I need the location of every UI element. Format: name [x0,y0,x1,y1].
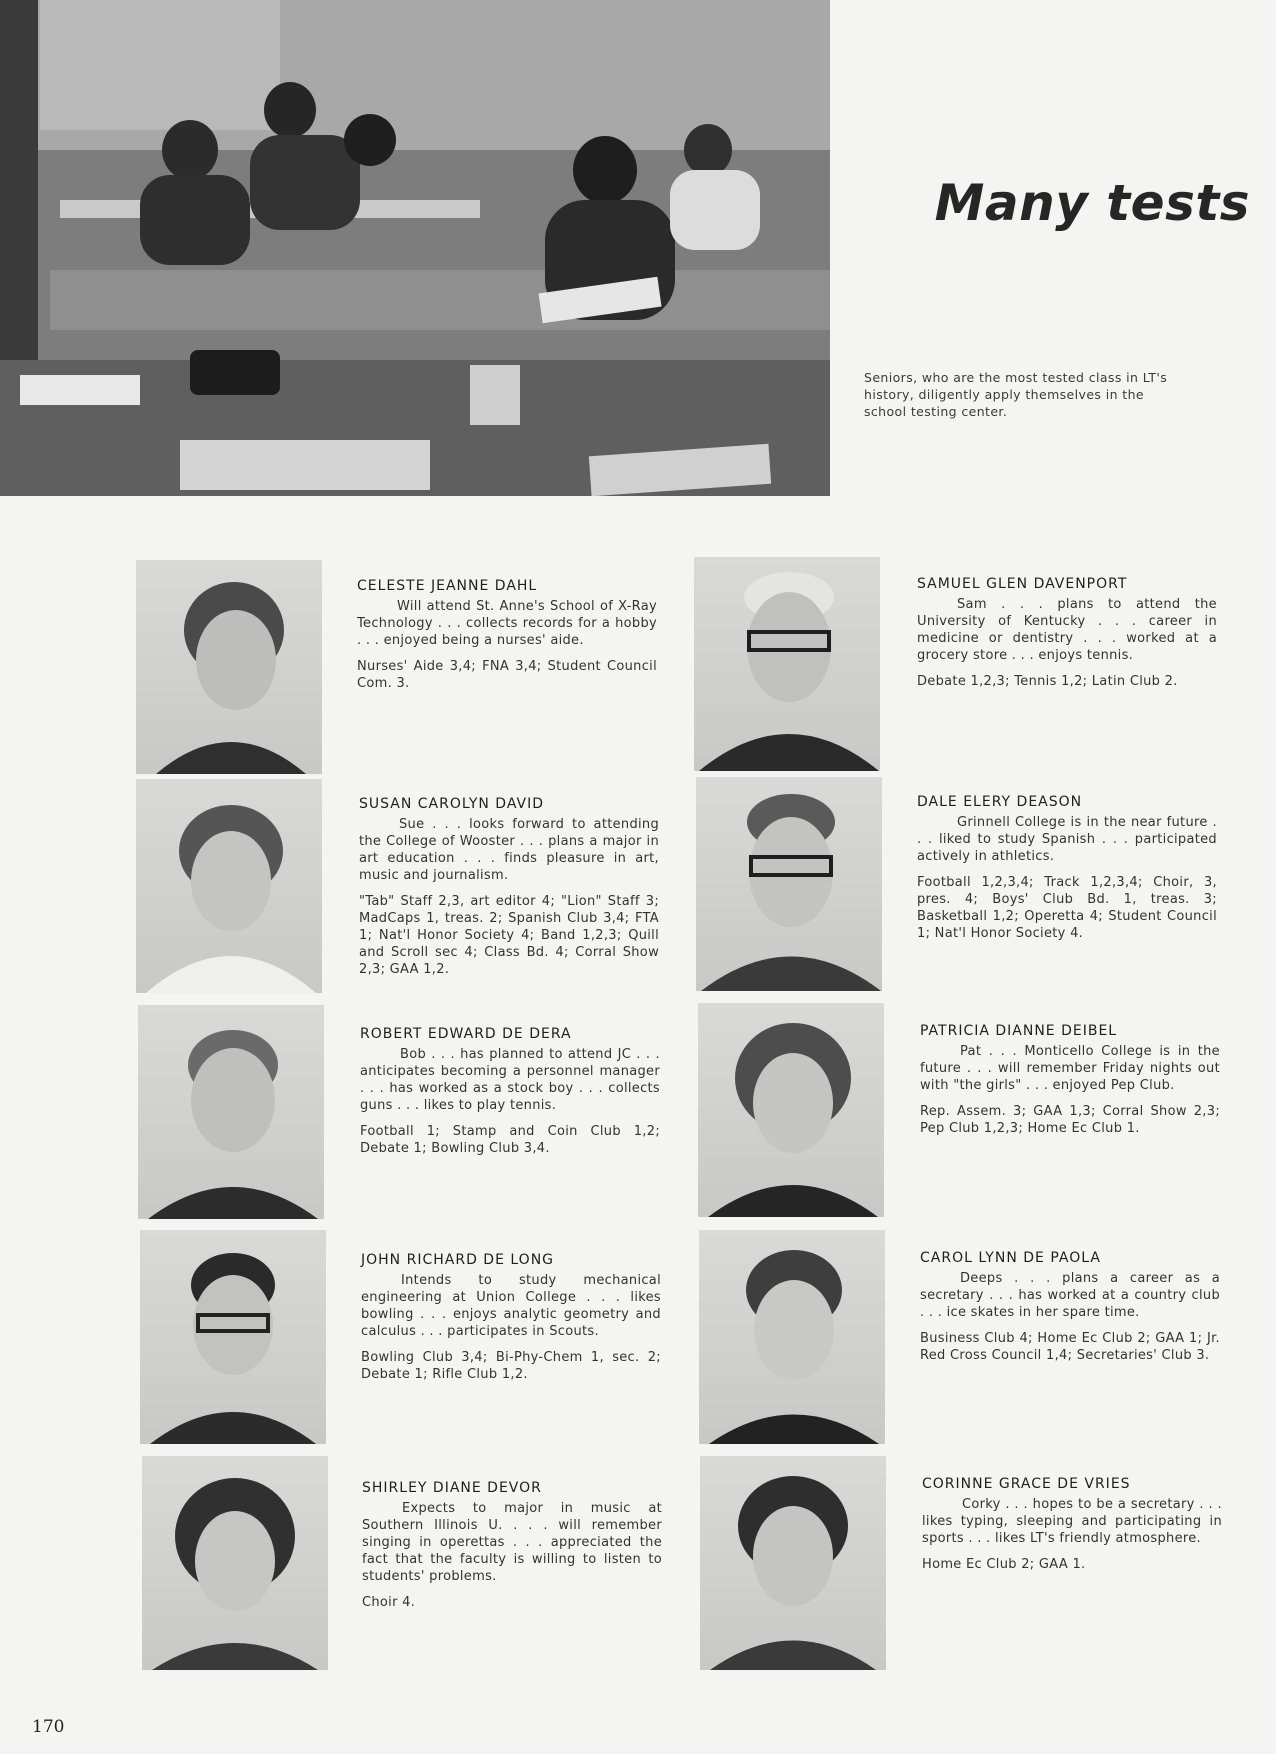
senior-name: SAMUEL GLEN DAVENPORT [917,576,1128,592]
senior-entry [922,1476,1222,1573]
portrait-photo [136,560,322,774]
senior-entry [359,796,659,978]
senior-name: DALE ELERY DEASON [917,794,1083,810]
portrait-silhouette [698,1003,884,1217]
senior-activities: Nurses' Aide 3,4; FNA 3,4; Student Council Com. 3. [357,659,657,691]
senior-bio: Deeps . . . plans a career as a secretary . . . has worked at a country club . . . ice skates in her spare time. [920,1271,1220,1320]
portrait-photo [700,1456,886,1670]
senior-bio: Sue . . . looks forward to attending the College of Wooster . . . plans a major in art education . . . finds pleasure in art, music and journalism. [359,817,659,883]
senior-name: ROBERT EDWARD DE DERA [360,1026,572,1042]
senior-entry [357,578,657,692]
senior-bio: Intends to study mechanical engineering at Union College . . . likes bowling . . . enjoys analytic geometry and calculus . . . participates in Scouts. [361,1273,661,1339]
portrait-photo [136,779,322,993]
senior-entry [917,576,1217,690]
senior-entry [917,794,1217,942]
senior-activities: Rep. Assem. 3; GAA 1,3; Corral Show 2,3; Pep Club 1,2,3; Home Ec Club 1. [920,1104,1220,1136]
senior-activities: Debate 1,2,3; Tennis 1,2; Latin Club 2. [917,674,1178,689]
senior-entry [362,1480,662,1611]
portrait-silhouette [699,1230,885,1444]
page-number: 170 [32,1717,65,1737]
portrait-photo [696,777,882,991]
senior-bio: Grinnell College is in the near future . . . liked to study Spanish . . . participated actively in athletics. [917,815,1217,864]
portrait-silhouette [694,557,880,771]
portrait-photo [699,1230,885,1444]
photo-caption: Seniors, who are the most tested class in LT's history, diligently apply themselves in the school testing center. [864,370,1168,419]
senior-name: SHIRLEY DIANE DEVOR [362,1480,542,1496]
portrait-photo [140,1230,326,1444]
portrait-photo [142,1456,328,1670]
senior-activities: "Tab" Staff 2,3, art editor 4; "Lion" Staff 3; MadCaps 1, treas. 2; Spanish Club 3,4; FTA 1; Nat'l Honor Society 4; Band 1,2,3; Quill and Scroll sec 4; Class Bd. 4; Corral Show 2,3; GAA 1,2. [359,894,659,977]
testing-center-illustration [0,0,830,496]
portrait-photo [698,1003,884,1217]
portrait-photo [694,557,880,771]
senior-activities: Football 1; Stamp and Coin Club 1,2; Debate 1; Bowling Club 3,4. [360,1124,660,1156]
senior-name: CELESTE JEANNE DAHL [357,578,538,594]
senior-entry [920,1023,1220,1137]
senior-name: CORINNE GRACE DE VRIES [922,1476,1131,1492]
senior-activities: Business Club 4; Home Ec Club 2; GAA 1; Jr. Red Cross Council 1,4; Secretaries' Club 3. [920,1331,1220,1363]
senior-bio: Bob . . . has planned to attend JC . . . anticipates becoming a personnel manager . . . has worked as a stock boy . . . collects guns . . . likes to play tennis. [360,1047,660,1113]
senior-activities: Bowling Club 3,4; Bi-Phy-Chem 1, sec. 2; Debate 1; Rifle Club 1,2. [361,1350,661,1382]
senior-name: CAROL LYNN DE PAOLA [920,1250,1101,1266]
portrait-silhouette [696,777,882,991]
portrait-photo [138,1005,324,1219]
senior-activities: Football 1,2,3,4; Track 1,2,3,4; Choir, 3, pres. 4; Boys' Club Bd. 1, treas. 3; Basketball 1,2; Operetta 4; Student Council 1; Nat'l Honor Society 4. [917,875,1217,941]
portrait-silhouette [140,1230,326,1444]
testing-center-photo [0,0,830,496]
portrait-silhouette [700,1456,886,1670]
senior-entry [920,1250,1220,1364]
senior-activities: Choir 4. [362,1595,416,1610]
portrait-silhouette [136,560,322,774]
portrait-silhouette [136,779,322,993]
senior-bio: Expects to major in music at Southern Illinois U. . . . will remember singing in operettas . . . appreciated the fact that the faculty is willing to listen to students' problems. [362,1501,662,1584]
senior-bio: Sam . . . plans to attend the University of Kentucky . . . career in medicine or dentistry . . . worked at a grocery store . . . enjoys tennis. [917,597,1217,663]
senior-bio: Will attend St. Anne's School of X-Ray Technology . . . collects records for a hobby . . . enjoyed being a nurses' aide. [357,599,657,648]
page-headline: Many tests [934,174,1250,232]
senior-bio: Corky . . . hopes to be a secretary . . . likes typing, sleeping and participating in sports . . . likes LT's friendly atmosphere. [922,1497,1222,1546]
senior-name: PATRICIA DIANNE DEIBEL [920,1023,1118,1039]
senior-name: JOHN RICHARD DE LONG [361,1252,555,1268]
senior-name: SUSAN CAROLYN DAVID [359,796,544,812]
senior-bio: Pat . . . Monticello College is in the future . . . will remember Friday nights out with "the girls" . . . enjoyed Pep Club. [920,1044,1220,1093]
senior-entry [361,1252,661,1383]
portrait-silhouette [142,1456,328,1670]
portrait-silhouette [138,1005,324,1219]
senior-activities: Home Ec Club 2; GAA 1. [922,1557,1086,1572]
senior-entry [360,1026,660,1157]
